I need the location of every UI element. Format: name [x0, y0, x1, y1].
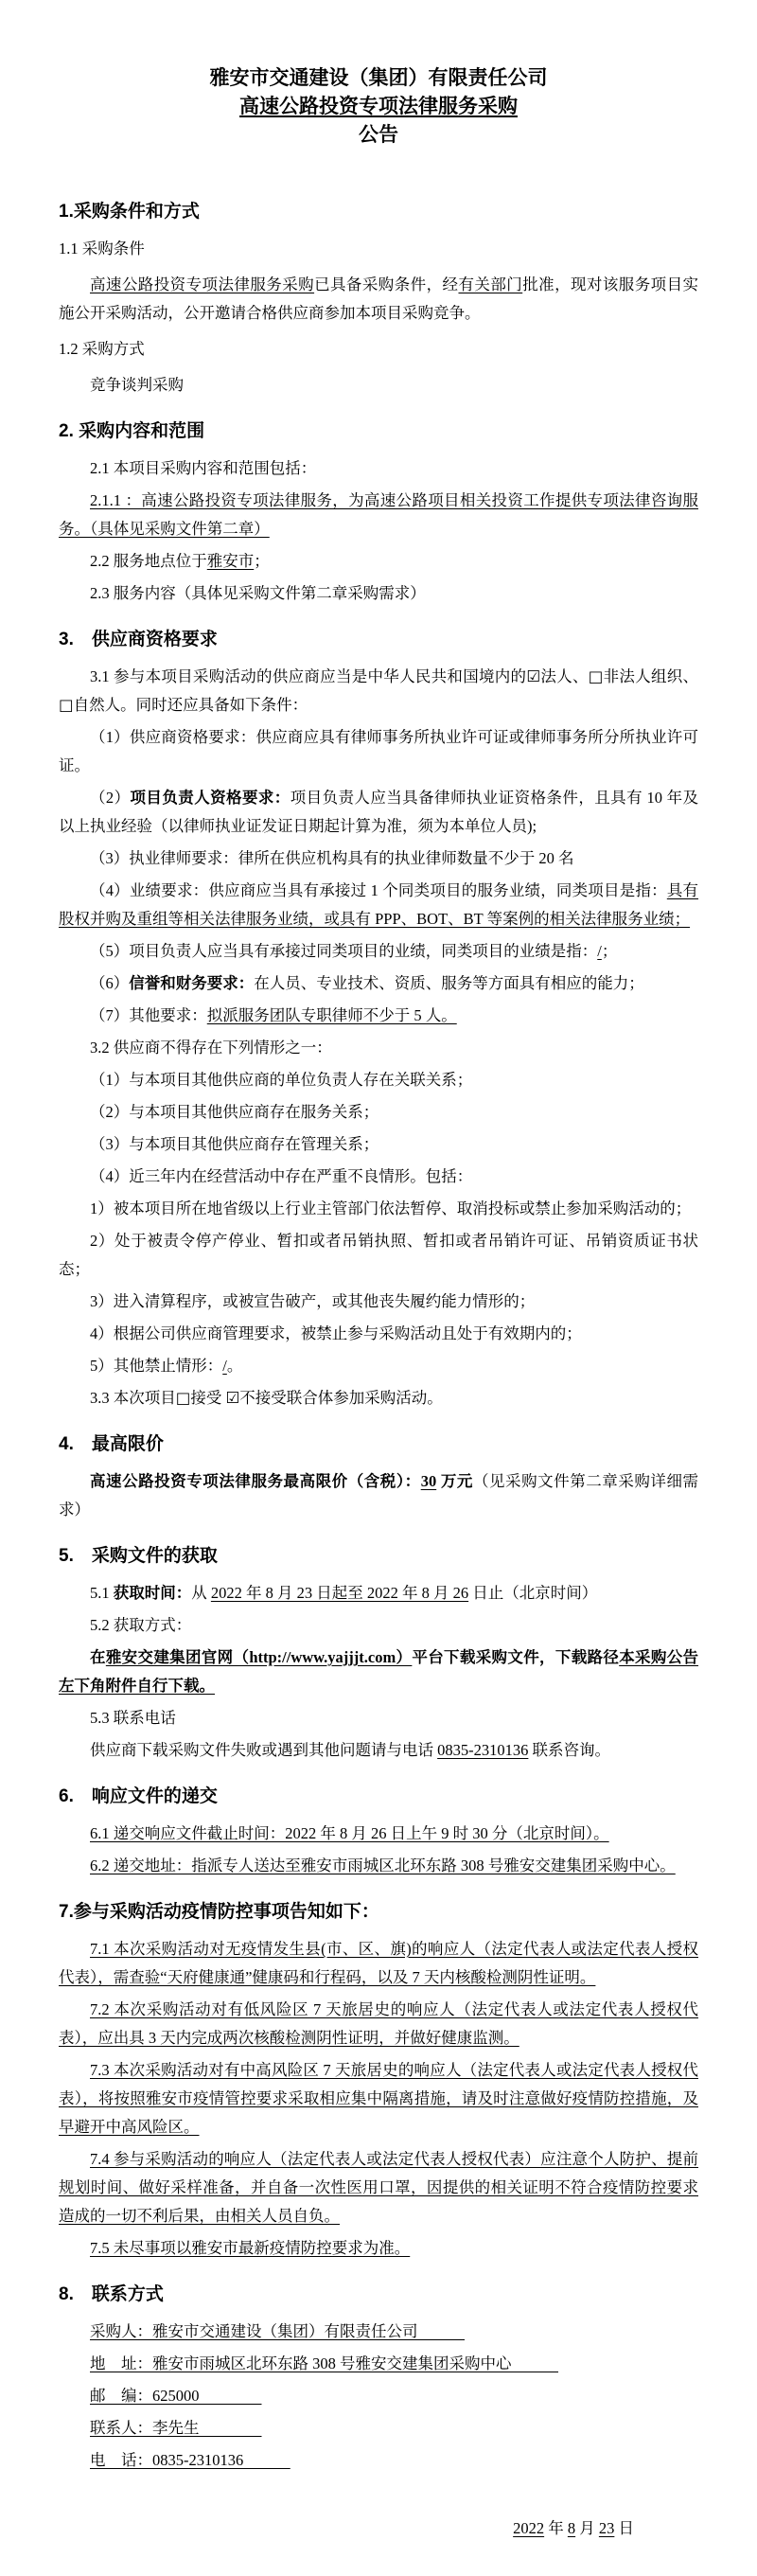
u-project-name: 高速公路投资专项法律服务采购 [90, 275, 315, 293]
prohibited-situation-3: （3）与本项目其他供应商存在管理关系； [90, 1135, 379, 1153]
clause-2-1-1 [59, 487, 698, 543]
contact-telephone [59, 2446, 698, 2475]
clause-1-2-label: 1.2 采购方式 [59, 340, 145, 358]
u-performance-requirement: 具有股权并购及重组等相关法律服务业绩，或具有 PPP、BOT、BT 等案例的相关法律服务业绩； [59, 881, 699, 928]
text-run: 自然人。同时还应具备如下条件： [73, 696, 308, 714]
text-run: 。 [226, 1357, 243, 1375]
text-run: （4）业绩要求：供应商应当具有承接过 1 个同类项目的服务业绩，同类项目是指： [90, 881, 667, 899]
u-approving-department: 有关部门 [458, 275, 523, 293]
supplier-req-5 [59, 937, 698, 966]
clause-5-2: 5.2 获取方式： [90, 1616, 192, 1634]
prohibited-situation-4: （4）近三年内在经营活动中存在严重不良情形。包括： [90, 1167, 473, 1185]
u-service-location: 雅安市 [206, 552, 255, 570]
text-run: （见采购文件第二章采购详细需求） [59, 1472, 699, 1519]
section-3-heading: 3. 供应商资格要求 [59, 630, 218, 649]
bad-record-1: 1）被本项目所在地省级以上行业主管部门依法暂停、取消投标或禁止参加采购活动的； [90, 1199, 692, 1217]
doc-title [59, 64, 698, 150]
text-run: 接受 [190, 1389, 226, 1407]
u-team-lawyers-requirement: 拟派服务团队专职律师不少于 5 人。 [206, 1006, 457, 1024]
para-procurement-conditions [59, 271, 698, 328]
checkbox-unchecked-icon: □ [175, 1389, 191, 1407]
text-run: 平台下载采购文件，下载路径 [412, 1648, 620, 1666]
doc-date [59, 2514, 698, 2543]
date-year: 2022 [513, 2519, 545, 2537]
clause-3-1 [59, 663, 698, 720]
bold-label-credit-finance: 信誉和财务要求： [129, 974, 255, 992]
checkbox-checked-icon: ☑ [225, 1389, 240, 1407]
checkbox-checked-icon: ☑ [526, 667, 541, 685]
contact-postcode [59, 2382, 698, 2410]
text-run: 5）其他禁止情形： [90, 1357, 223, 1375]
text-run: 年 [544, 2519, 568, 2537]
doc-title-announcement: 公告 [359, 124, 398, 146]
doc-title-company: 雅安市交通建设（集团）有限责任公司 [209, 67, 548, 89]
u-covid-rule-text: 7.3 本次采购活动对有中高风险区 7 天旅居史的响应人（法定代表人或法定代表人授权代表），将按照雅安市疫情管控要求采取相应集中隔离措施，请及时注意做好疫情防控措施，及早避开中高风险区。 [59, 2061, 698, 2136]
contact-purchaser [59, 2318, 698, 2346]
text-run: 日 [614, 2519, 634, 2537]
bad-record-4: 4）根据公司供应商管理要求，被禁止参与采购活动且处于有效期内的； [90, 1324, 582, 1342]
text-run: ； [601, 942, 618, 960]
supplier-req-3: （3）执业律师要求：律所在供应机构具有的执业律师数量不少于 20 名 [90, 849, 574, 867]
phone-number: 0835-2310136 [437, 1741, 529, 1759]
text-run: 非法人组织、 [603, 667, 699, 685]
prohibited-situation-1: （1）与本项目其他供应商的单位负责人存在关联关系； [90, 1071, 473, 1089]
clause-1-1-label: 1.1 采购条件 [59, 240, 145, 258]
bold-label-obtain-time: 获取时间： [113, 1584, 192, 1602]
text-run: 月 [575, 2519, 599, 2537]
para-contact-phone-help [59, 1736, 698, 1765]
checkbox-unchecked-icon: □ [59, 696, 74, 714]
checkbox-unchecked-icon: □ [588, 667, 604, 685]
section-6-heading: 6. 响应文件的递交 [59, 1786, 218, 1806]
prohibited-situation-2: （2）与本项目其他供应商存在服务关系； [90, 1103, 379, 1121]
clause-5-1 [59, 1579, 698, 1608]
text-run: 不接受联合体参加采购活动。 [239, 1389, 443, 1407]
bad-record-3: 3）进入清算程序，或被宣告破产，或其他丧失履约能力情形的； [90, 1292, 536, 1310]
doc-title-project: 高速公路投资专项法律服务采购 [239, 96, 518, 117]
text-run: 2.2 服务地点位于 [90, 552, 207, 570]
text-run: （5）项目负责人应当具有承接过同类项目的业绩，同类项目的业绩是指： [90, 942, 598, 960]
text-run: 在人员、专业技术、资质、服务等方面具有相应的能力； [254, 974, 644, 992]
text-run: 3.3 本次项目 [90, 1389, 176, 1407]
text-run: 批准，现对该服务项目实施公开采购活动，公开邀请合格供应商参加本项目采购竞争。 [59, 275, 699, 322]
supplier-req-2 [59, 784, 698, 841]
u-telephone: 电 话：0835-2310136 [90, 2451, 290, 2469]
covid-rule-7-3 [59, 2056, 698, 2141]
bad-record-5 [59, 1352, 698, 1380]
clause-6-1 [59, 1820, 698, 1848]
contact-person [59, 2414, 698, 2443]
section-7-heading: 7.参与采购活动疫情防控事项告知如下： [59, 1902, 379, 1922]
clause-2-2 [59, 547, 698, 576]
u-service-scope: 2.1.1 ：高速公路投资专项法律服务，为高速公路项目相关投资工作提供专项法律咨询服务。（具体见采购文件第二章） [59, 491, 698, 538]
supplier-req-6 [59, 969, 698, 998]
text-run: ； [254, 552, 270, 570]
text-run: 联系咨询。 [528, 1741, 610, 1759]
u-postcode: 邮 编：625000 [90, 2387, 262, 2405]
text-run: 法人、 [540, 667, 589, 685]
u-slash-placeholder: / [597, 942, 602, 960]
website-url: 雅安交建集团官网（http://www.yajjjt.com） [105, 1648, 413, 1666]
clause-2-1: 2.1 本项目采购内容和范围包括： [90, 459, 317, 477]
supplier-req-1: （1）供应商资格要求：供应商应具有律师事务所执业许可证或律师事务所分所执业许可证。 [59, 728, 698, 774]
covid-rule-7-5 [59, 2234, 698, 2263]
section-8-heading: 8. 联系方式 [59, 2284, 164, 2304]
text-run: 从 [191, 1584, 211, 1602]
text-run: 在 [90, 1648, 106, 1666]
covid-rule-7-2 [59, 1996, 698, 2052]
u-slash-placeholder: / [222, 1357, 227, 1375]
bold-max-price-label: 高速公路投资专项法律服务最高限价（含税）： [90, 1472, 421, 1490]
u-covid-rule-text: 7.1 本次采购活动对无疫情发生县(市、区、旗)的响应人（法定代表人或法定代表人授权代表），需查验“天府健康通”健康码和行程码，以及 7 天内核酸检测阴性证明。 [59, 1940, 698, 1986]
contact-address [59, 2350, 698, 2378]
text-run: 3.1 参与本项目采购活动的供应商应当是中华人民共和国境内的 [90, 667, 527, 685]
u-submission-address: 6.2 递交地址：指派专人送达至雅安市雨城区北环东路 308 号雅安交建集团采购中心。 [90, 1856, 676, 1874]
bold-price-unit: 万元 [436, 1472, 473, 1490]
clause-3-3 [59, 1384, 698, 1412]
text-run: （2） [90, 789, 131, 807]
text-run: 5.1 [90, 1584, 114, 1602]
u-purchaser-name: 采购人：雅安市交通建设（集团）有限责任公司 [90, 2322, 465, 2340]
u-address: 地 址：雅安市雨城区北环东路 308 号雅安交建集团采购中心 [90, 2354, 558, 2372]
date-month: 8 [567, 2519, 576, 2537]
covid-rule-7-1 [59, 1935, 698, 1992]
para-download-method [59, 1643, 698, 1700]
u-covid-rule-text: 7.5 未尽事项以雅安市最新疫情防控要求为准。 [90, 2239, 411, 2257]
text-run: （6） [90, 974, 130, 992]
u-contact-person: 联系人：李先生 [90, 2419, 262, 2437]
para-max-price [59, 1467, 698, 1524]
u-submission-deadline: 6.1 递交响应文件截止时间：2022 年 8 月 26 日上午 9 时 30 分（北京时间）。 [90, 1824, 609, 1842]
max-price-value: 30 [420, 1472, 437, 1490]
section-1-heading: 1.采购条件和方式 [59, 202, 200, 222]
text-run: 项目负责人应当具备律师执业证资格条件，且具有 10 年及以上执业经验（以律师执业证发证日期起计算为准，须为本单位人员); [59, 789, 699, 835]
section-4-heading: 4. 最高限价 [59, 1434, 164, 1454]
bold-label-project-leader: 项目负责人资格要求： [130, 789, 290, 807]
text-run: 已具备采购条件，经 [314, 275, 459, 293]
u-obtain-date-range: 2022 年 8 月 23 日起至 2022 年 8 月 26 [210, 1584, 469, 1602]
supplier-req-7 [59, 1002, 698, 1030]
u-download-path: 本采购公告左下角附件自行下载。 [59, 1648, 699, 1695]
section-2-heading: 2. 采购内容和范围 [59, 421, 205, 441]
clause-3-2: 3.2 供应商不得存在下列情形之一： [90, 1039, 332, 1057]
text-run: 日止（北京时间） [468, 1584, 598, 1602]
text-run: 供应商下载采购文件失败或遇到其他问题请与电话 [90, 1741, 438, 1759]
para-procurement-method: 竞争谈判采购 [90, 376, 184, 394]
clause-6-2 [59, 1852, 698, 1880]
supplier-req-4 [59, 877, 698, 933]
u-covid-rule-text: 7.4 参与采购活动的响应人（法定代表人或法定代表人授权代表）应注意个人防护、提前规划时间、做好采样准备，并自备一次性医用口罩，因提供的相关证明不符合疫情防控要求造成的一切不利后果，由相关人员自负。 [59, 2150, 698, 2225]
covid-rule-7-4 [59, 2145, 698, 2230]
bad-record-2: 2）处于被责令停产停业、暂扣或者吊销执照、暂扣或者吊销许可证、吊销资质证书状态； [59, 1232, 698, 1278]
clause-2-3: 2.3 服务内容（具体见采购文件第二章采购需求） [90, 584, 426, 602]
clause-5-3: 5.3 联系电话 [90, 1709, 176, 1727]
u-covid-rule-text: 7.2 本次采购活动对有低风险区 7 天旅居史的响应人（法定代表人或法定代表人授权代表），应出具 3 天内完成两次核酸检测阴性证明，并做好健康监测。 [59, 2000, 698, 2047]
date-day: 23 [598, 2519, 615, 2537]
text-run: （7）其他要求： [90, 1006, 207, 1024]
section-5-heading: 5. 采购文件的获取 [59, 1546, 218, 1566]
